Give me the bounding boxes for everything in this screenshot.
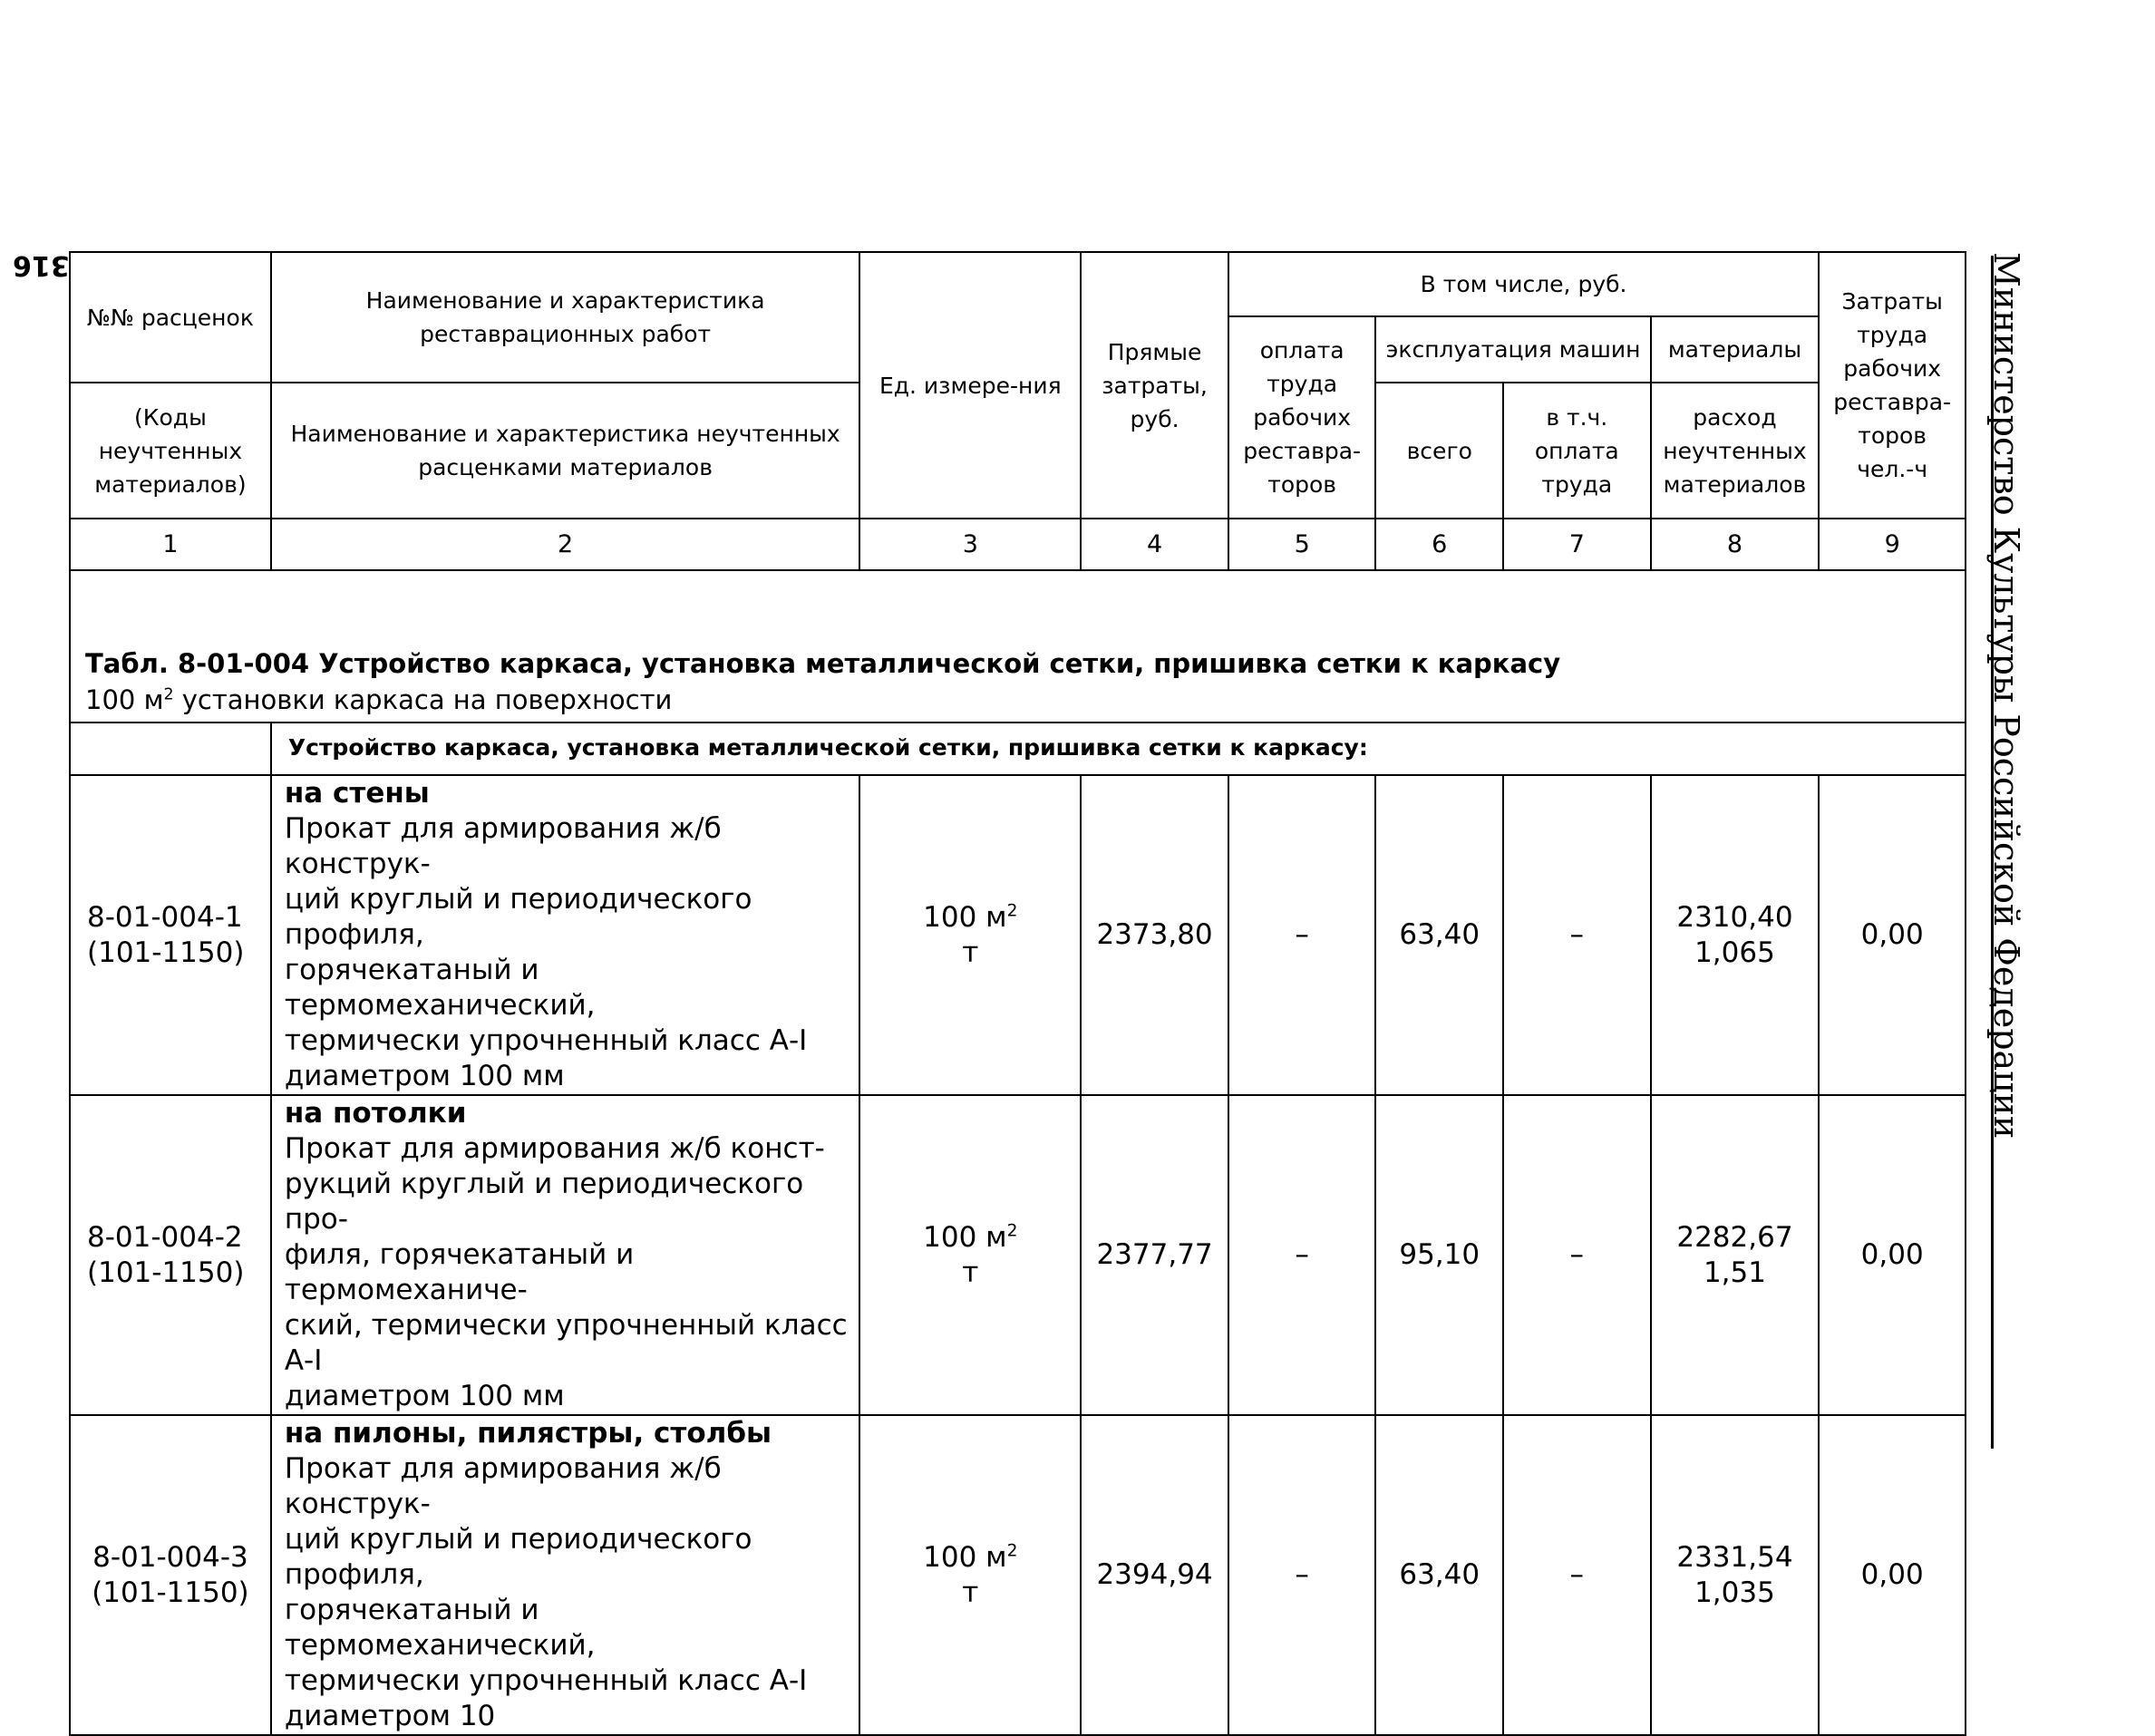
machines-labor: – [1503, 1415, 1651, 1735]
column-number: 2 [271, 519, 859, 570]
header-col3: Ед. измере-ния [859, 252, 1081, 519]
column-number: 7 [1503, 519, 1651, 570]
header-col2-top: Наименование и характеристика реставрационных работ [271, 252, 859, 383]
materials-qty: 1,035 [1694, 1576, 1775, 1609]
section-header [70, 570, 1966, 723]
subtitle-spacer [70, 723, 271, 775]
row-name-cell [271, 1095, 859, 1415]
header-col7: в т.ч. оплата труда [1503, 383, 1651, 519]
row-code: 8-01-004-2 [87, 1220, 243, 1254]
header-col5: оплата труда рабочих реставра-торов [1228, 316, 1376, 519]
column-number: 9 [1819, 519, 1966, 570]
material-code: (101-1150) [87, 936, 245, 969]
material-code: (101-1150) [92, 1576, 249, 1609]
material-desc-line: филя, горячекатаный и термомеханиче- [284, 1238, 635, 1306]
labor-hours: 0,00 [1819, 1415, 1966, 1735]
direct-cost: 2373,80 [1081, 775, 1228, 1095]
material-desc-line: Прокат для армирования ж/б конструк- [284, 812, 722, 880]
unit-material: т [962, 1256, 979, 1289]
header-col1-top: №№ расценок [70, 252, 271, 383]
machines-total: 63,40 [1375, 775, 1503, 1095]
labor-cost: – [1228, 1415, 1376, 1735]
header-col8: расход неучтенных материалов [1651, 383, 1820, 519]
unit: 100 $м^2$ [923, 1220, 1018, 1254]
machines-total: 63,40 [1375, 1415, 1503, 1735]
table-row [70, 1095, 1966, 1415]
unit-cell [859, 1095, 1081, 1415]
table-row [70, 1415, 1966, 1735]
column-number-row [70, 519, 1966, 570]
table-row [70, 775, 1966, 1095]
machines-labor: – [1503, 775, 1651, 1095]
row-name-cell [271, 1415, 859, 1735]
material-desc-line: рукций круглый и периодического про- [284, 1168, 804, 1236]
section-unit: 100 $м^2$ установки каркаса на поверхности [85, 684, 673, 715]
item-title: на пилоны, пилястры, столбы [284, 1417, 772, 1450]
header-col2-bottom: Наименование и характеристика неучтенных расценками материалов [271, 383, 859, 519]
header-group: В том числе, руб. [1228, 252, 1819, 316]
material-desc-line: термически упрочненный класс А-I [284, 1664, 808, 1697]
direct-cost: 2377,77 [1081, 1095, 1228, 1415]
column-number: 5 [1228, 519, 1376, 570]
column-number: 4 [1081, 519, 1228, 570]
unit-material: т [962, 1576, 979, 1609]
header-col9: Затраты труда рабочих реставра-торов чел.-ч [1819, 252, 1966, 519]
header-col6: всего [1375, 383, 1503, 519]
material-desc-line: горячекатаный и термомеханический, [284, 1594, 596, 1662]
header-col1-bottom: (Коды неучтенных материалов) [70, 383, 271, 519]
materials-cost: 2282,67 [1676, 1220, 1793, 1254]
material-desc-line: диаметром 10 [284, 1700, 496, 1732]
material-desc-line: Прокат для армирования ж/б конструк- [284, 1452, 722, 1520]
unit-cell [859, 775, 1081, 1095]
estimate-table [69, 251, 1966, 1736]
materials-qty: 1,51 [1703, 1256, 1766, 1289]
material-desc-line: Прокат для армирования ж/б конст- [284, 1132, 825, 1165]
column-number: 6 [1375, 519, 1503, 570]
row-name-cell [271, 775, 859, 1095]
page-number: 316 [13, 249, 70, 281]
labor-hours: 0,00 [1819, 775, 1966, 1095]
row-code-cell [70, 1095, 271, 1415]
unit: 100 $м^2$ [923, 1540, 1018, 1574]
header-materials: материалы [1651, 316, 1820, 383]
materials-qty: 1,065 [1694, 936, 1775, 969]
side-title: Министерство Культуры Российской Федерации [1986, 252, 2026, 1140]
material-desc-line: термически упрочненный класс А-I [284, 1024, 808, 1057]
machines-total: 95,10 [1375, 1095, 1503, 1415]
item-title: на стены [284, 777, 430, 810]
unit-cell [859, 1415, 1081, 1735]
material-code: (101-1150) [87, 1256, 245, 1289]
materials-cost: 2331,54 [1676, 1540, 1793, 1574]
material-desc-line: ский, термически упрочненный класс А-I [284, 1309, 848, 1377]
materials-cost: 2310,40 [1676, 900, 1793, 934]
header-col4: Прямые затраты, руб. [1081, 252, 1228, 519]
material-desc-line: ций круглый и периодического профиля, [284, 883, 752, 951]
materials-cell [1651, 1095, 1820, 1415]
header-machines: эксплуатация машин [1375, 316, 1650, 383]
unit-material: т [962, 936, 979, 969]
column-number: 3 [859, 519, 1081, 570]
row-code-cell [70, 1415, 271, 1735]
machines-labor: – [1503, 1095, 1651, 1415]
row-code: 8-01-004-1 [87, 900, 243, 934]
labor-cost: – [1228, 1095, 1376, 1415]
labor-hours: 0,00 [1819, 1095, 1966, 1415]
material-desc-line: ций круглый и периодического профиля, [284, 1523, 752, 1591]
material-desc-line: диаметром 100 мм [284, 1060, 565, 1092]
column-number: 8 [1651, 519, 1820, 570]
direct-cost: 2394,94 [1081, 1415, 1228, 1735]
materials-cell [1651, 1415, 1820, 1735]
materials-cell [1651, 775, 1820, 1095]
column-number: 1 [70, 519, 271, 570]
row-code-cell [70, 775, 271, 1095]
unit: 100 $м^2$ [923, 900, 1018, 934]
material-desc-line: горячекатаный и термомеханический, [284, 954, 596, 1022]
item-title: на потолки [284, 1097, 467, 1130]
section-subtitle: Устройство каркаса, установка металлической сетки, пришивка сетки к каркасу: [271, 723, 1966, 775]
section-title: Табл. 8-01-004 Устройство каркаса, установка металлической сетки, пришивка сетки к каркасу [85, 648, 1561, 679]
row-code: 8-01-004-3 [92, 1540, 248, 1574]
material-desc-line: диаметром 100 мм [284, 1380, 565, 1412]
labor-cost: – [1228, 775, 1376, 1095]
